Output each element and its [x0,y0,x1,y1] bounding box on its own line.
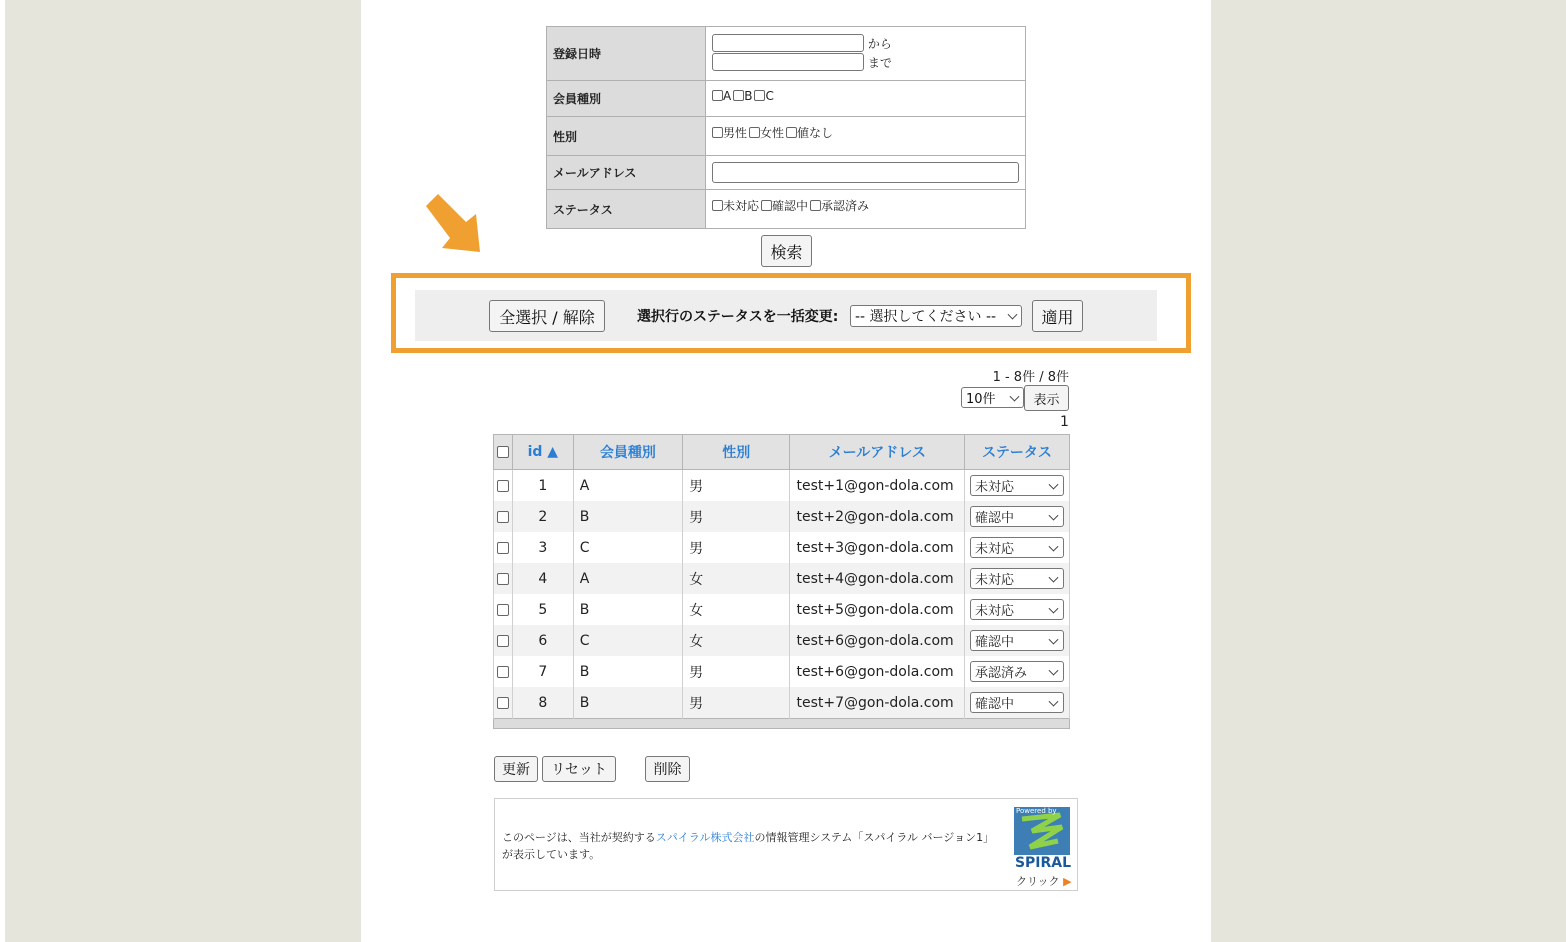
row-select-cell [494,532,513,563]
row-status-select[interactable] [970,661,1064,682]
row-member-type: C [573,532,682,563]
gender-female-checkbox[interactable] [749,127,760,138]
footer-text-after: の情報管理システム「スパイラル バージョン1」が表示しています。 [502,831,989,861]
row-id-link[interactable]: 3 [512,532,573,563]
row-email: test+7@gon-dola.com [790,687,965,719]
row-gender: 男 [683,470,790,502]
row-status-value: 確認中 [975,511,1015,526]
chevron-down-icon [1049,603,1059,613]
row-status-value: 未対応 [975,604,1015,619]
row-gender: 女 [683,563,790,594]
option-label: 値なし [797,126,834,140]
row-checkbox[interactable] [497,666,509,678]
row-select-cell [494,625,513,656]
row-status-select[interactable] [970,475,1064,496]
row-select-cell [494,470,513,502]
row-select-cell [494,687,513,719]
row-status-select[interactable] [970,568,1064,589]
row-email: test+3@gon-dola.com [790,532,965,563]
option-label: A [723,88,732,103]
gender-label: 性別 [547,117,706,156]
row-email: test+5@gon-dola.com [790,594,965,625]
footer-text-before: このページは、当社が契約する [502,831,656,844]
row-member-type: A [573,470,682,502]
result-count: 1 - 8件 / 8件 [992,370,1069,385]
row-status-select[interactable] [970,537,1064,558]
status-approved-checkbox[interactable] [810,200,821,211]
chevron-down-icon [1010,391,1020,401]
row-checkbox[interactable] [497,542,509,554]
click-text [1016,873,1072,889]
row-id-link[interactable]: 5 [512,594,573,625]
email-input[interactable] [712,162,1019,183]
row-checkbox[interactable] [497,635,509,647]
status-options [706,190,1026,229]
update-button[interactable]: 更新 [494,756,538,782]
row-email: test+6@gon-dola.com [790,625,965,656]
row-member-type: B [573,687,682,719]
row-email: test+2@gon-dola.com [790,501,965,532]
table-row [494,687,1070,719]
header-status[interactable]: ステータス [965,435,1070,470]
row-email: test+1@gon-dola.com [790,470,965,502]
row-id-link[interactable]: 4 [512,563,573,594]
select-all-button[interactable]: 全選択 / 解除 [489,300,605,332]
reset-button[interactable]: リセット [542,756,616,782]
table-header-row [494,435,1070,470]
chevron-down-icon [1049,479,1059,489]
gender-none-checkbox[interactable] [786,127,797,138]
member-type-options [706,81,1026,117]
chevron-down-icon [1049,510,1059,520]
search-form [546,26,1026,229]
row-member-type: C [573,625,682,656]
registered-label: 登録日時 [547,27,706,81]
row-select-cell [494,501,513,532]
row-status-cell [965,532,1070,563]
row-status-cell [965,470,1070,502]
row-status-value: 未対応 [975,480,1015,495]
from-suffix: から [867,36,892,51]
delete-button[interactable]: 削除 [645,756,690,782]
row-gender: 男 [683,687,790,719]
table-footer-cell [494,719,1070,729]
row-checkbox[interactable] [497,604,509,616]
option-label: 確認中 [772,199,809,213]
header-email[interactable]: メールアドレス [790,435,965,470]
per-page-value: 10件 [966,392,996,407]
row-member-type: B [573,656,682,687]
row-id-link[interactable]: 2 [512,501,573,532]
header-id[interactable]: id ▲ [512,435,573,470]
row-id-link[interactable]: 8 [512,687,573,719]
chevron-down-icon [1049,541,1059,551]
status-label: ステータス [547,190,706,229]
registered-fields [706,27,1026,81]
table-row [494,594,1070,625]
option-label: 未対応 [723,199,760,213]
member-type-b-checkbox[interactable] [733,90,744,101]
row-gender: 男 [683,656,790,687]
row-member-type: B [573,501,682,532]
row-id-link[interactable]: 7 [512,656,573,687]
row-member-type: A [573,563,682,594]
status-pending-checkbox[interactable] [712,200,723,211]
member-type-c-checkbox[interactable] [754,90,765,101]
email-cell [706,156,1026,190]
spiral-company-link[interactable]: スパイラル株式会社 [655,831,755,844]
option-label: C [765,88,774,103]
row-status-cell [965,501,1070,532]
row-status-cell [965,563,1070,594]
row-checkbox[interactable] [497,697,509,709]
table-row [494,532,1070,563]
bulk-status-select[interactable] [850,305,1022,327]
row-gender: 男 [683,501,790,532]
show-button[interactable]: 表示 [1024,385,1069,411]
row-email: test+6@gon-dola.com [790,656,965,687]
footer-text [502,829,992,863]
play-icon: ▶ [1063,875,1072,888]
row-status-cell [965,687,1070,719]
row-status-cell [965,594,1070,625]
row-status-select[interactable] [970,692,1064,713]
row-status-select[interactable] [970,506,1064,527]
row-status-value: 確認中 [975,635,1015,650]
table-row [494,656,1070,687]
powered-by-text: Powered by [1016,807,1057,815]
option-label: 承認済み [821,199,870,213]
chevron-down-icon [1008,310,1018,320]
row-member-type: B [573,594,682,625]
row-status-value: 未対応 [975,573,1015,588]
arrow-down-right-icon [420,188,490,258]
table-footer [494,719,1070,729]
registered-to-input[interactable] [712,53,864,71]
bulk-status-select-value: -- 選択してください -- [855,309,997,325]
member-type-a-checkbox[interactable] [712,90,723,101]
bulk-status-label: 選択行のステータスを一括変更: [637,309,839,325]
registered-from-input[interactable] [712,34,864,52]
header-select-cell [494,435,513,470]
member-type-label: 会員種別 [547,81,706,117]
click-label: クリック [1016,875,1060,888]
table-row [494,501,1070,532]
results-table [493,434,1070,729]
row-status-value: 未対応 [975,542,1015,557]
row-status-select[interactable] [970,630,1064,651]
status-checking-checkbox[interactable] [761,200,772,211]
page-number[interactable]: 1 [1060,414,1069,430]
apply-button[interactable]: 適用 [1032,300,1083,332]
row-status-cell [965,656,1070,687]
footer-notice [494,798,1078,891]
row-id-link[interactable]: 1 [512,470,573,502]
row-gender: 女 [683,625,790,656]
email-label: メールアドレス [547,156,706,190]
row-email: test+4@gon-dola.com [790,563,965,594]
row-gender: 女 [683,594,790,625]
chevron-down-icon [1049,634,1059,644]
row-checkbox[interactable] [497,511,509,523]
row-checkbox[interactable] [497,573,509,585]
row-status-cell [965,625,1070,656]
chevron-down-icon [1049,665,1059,675]
row-checkbox[interactable] [497,480,509,492]
table-row [494,563,1070,594]
chevron-down-icon [1049,572,1059,582]
header-member-type[interactable]: 会員種別 [573,435,682,470]
gender-male-checkbox[interactable] [712,127,723,138]
search-button[interactable]: 検索 [761,235,812,267]
table-row [494,625,1070,656]
row-gender: 男 [683,532,790,563]
row-select-cell [494,563,513,594]
option-label: B [744,88,753,103]
option-label: 女性 [760,126,785,140]
chevron-down-icon [1049,696,1059,706]
row-status-value: 承認済み [975,666,1028,681]
row-status-value: 確認中 [975,697,1015,712]
select-all-checkbox[interactable] [497,446,509,458]
header-gender[interactable]: 性別 [683,435,790,470]
left-edge-strip [0,0,5,942]
table-body [494,470,1070,719]
spiral-badge[interactable] [1012,805,1072,889]
to-suffix: まで [867,55,892,70]
row-select-cell [494,656,513,687]
row-id-link[interactable]: 6 [512,625,573,656]
row-select-cell [494,594,513,625]
gender-options [706,117,1026,156]
table-row [494,470,1070,502]
option-label: 男性 [723,126,748,140]
spiral-brand-text: SPIRAL [1014,855,1072,871]
row-status-select[interactable] [970,599,1064,620]
per-page-select[interactable] [961,387,1024,408]
